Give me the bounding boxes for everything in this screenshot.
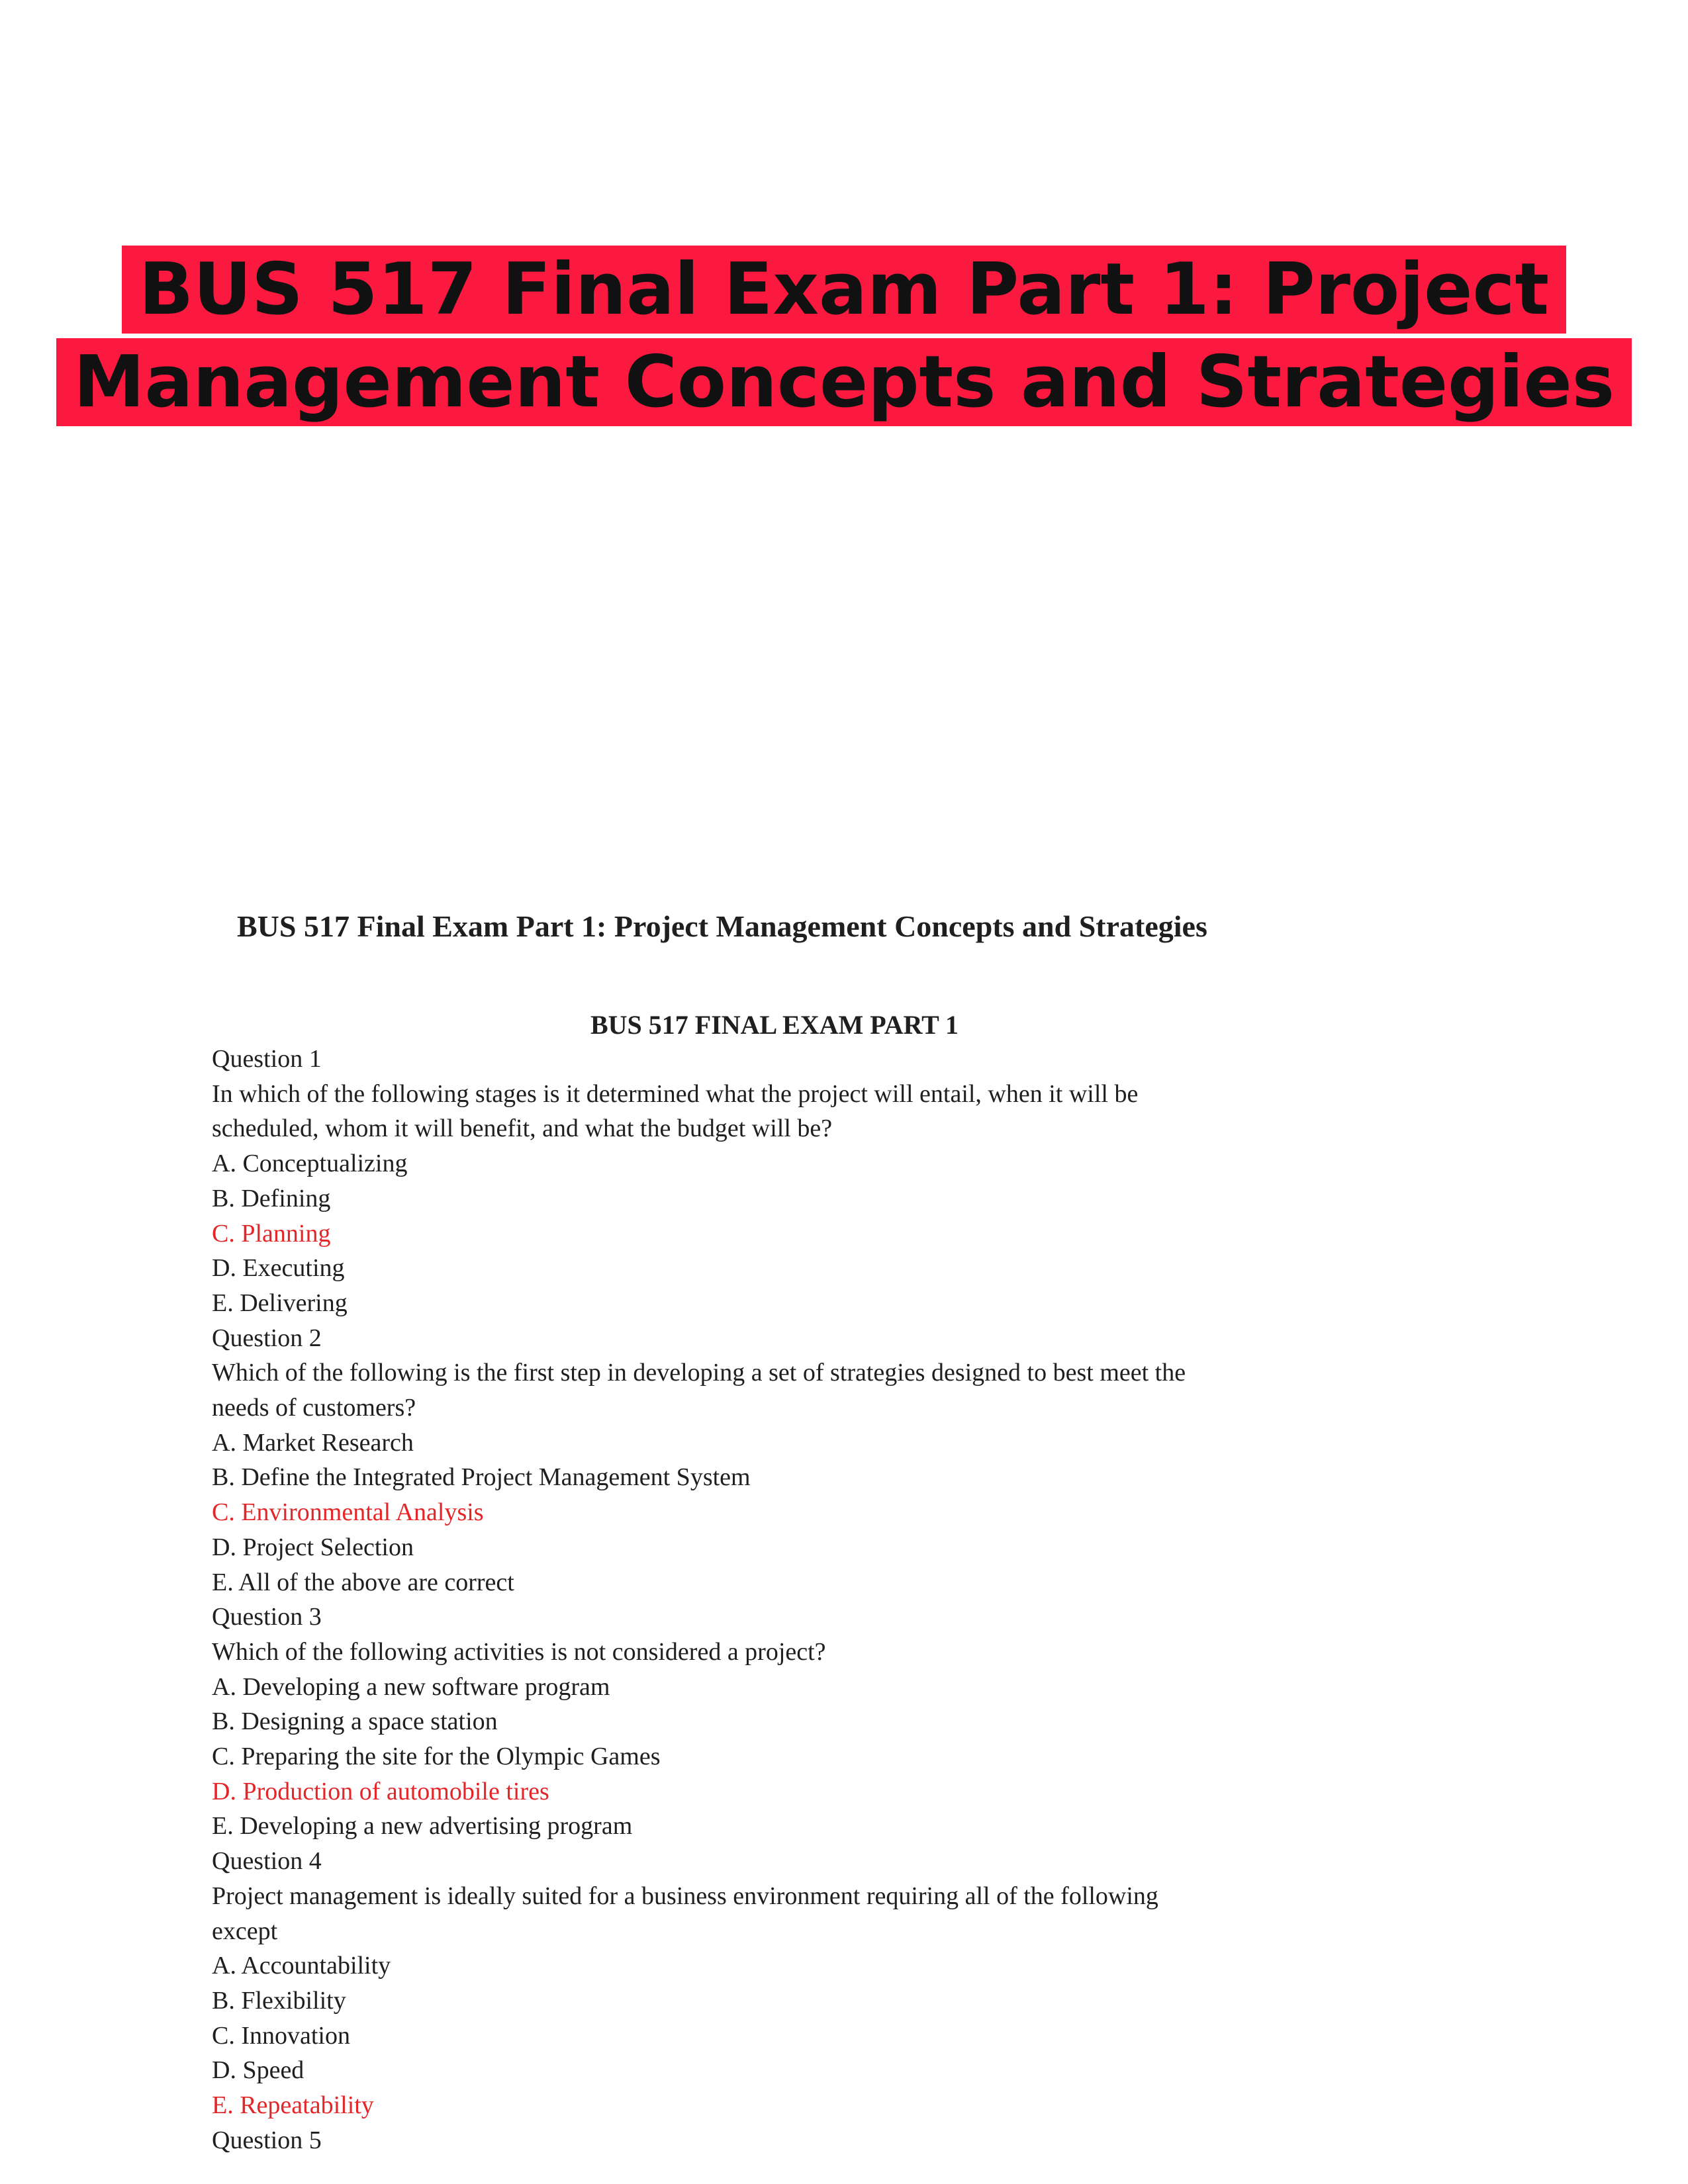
answer-option: A. Market Research bbox=[212, 1428, 414, 1457]
question-text-line: In which of the following stages is it determined what the project will entail, when it will be bbox=[212, 1079, 1139, 1108]
answer-option: C. Innovation bbox=[212, 2021, 350, 2050]
question-text-line: Project management is ideally suited for a business environment requiring all of the following bbox=[212, 1882, 1158, 1910]
answer-option: A. Developing a new software program bbox=[212, 1672, 610, 1701]
question-number: Question 4 bbox=[212, 1847, 322, 1876]
question-number: Question 1 bbox=[212, 1045, 322, 1073]
question-list bbox=[212, 1042, 1297, 2158]
question-text-line: Which of the following is the first step in developing a set of strategies designed to best meet the bbox=[212, 1359, 1186, 1387]
answer-option: D. Executing bbox=[212, 1254, 345, 1283]
answer-option: E. Developing a new advertising program bbox=[212, 1812, 633, 1841]
document-title: BUS 517 Final Exam Part 1: Project Management Concepts and Strategies bbox=[237, 909, 1207, 943]
question-text-line: Which of the following activities is not considered a project? bbox=[212, 1637, 826, 1666]
answer-option: E. All of the above are correct bbox=[212, 1568, 514, 1596]
banner-title-line-1: BUS 517 Final Exam Part 1: Project bbox=[122, 246, 1566, 334]
question-text-line: needs of customers? bbox=[212, 1394, 416, 1422]
question-text-line: scheduled, whom it will benefit, and what the budget will be? bbox=[212, 1115, 833, 1143]
answer-option: B. Designing a space station bbox=[212, 1707, 498, 1736]
answer-option: A. Accountability bbox=[212, 1952, 391, 1980]
answer-option-correct: E. Repeatability bbox=[212, 2091, 374, 2120]
scanned-document bbox=[212, 900, 1297, 2158]
banner-title-line-2: Management Concepts and Strategies bbox=[56, 338, 1632, 426]
answer-option: B. Define the Integrated Project Management System bbox=[212, 1463, 751, 1492]
question-number: Question 3 bbox=[212, 1603, 322, 1631]
answer-option: E. Delivering bbox=[212, 1289, 348, 1317]
question-number: Question 5 bbox=[212, 2126, 322, 2154]
answer-option: D. Speed bbox=[212, 2056, 305, 2085]
answer-option: B. Defining bbox=[212, 1184, 331, 1212]
answer-option-correct: C. Planning bbox=[212, 1219, 331, 1248]
answer-option: C. Preparing the site for the Olympic Games bbox=[212, 1743, 661, 1771]
answer-option-correct: C. Environmental Analysis bbox=[212, 1498, 484, 1527]
question-number: Question 2 bbox=[212, 1324, 322, 1352]
banner-title bbox=[0, 244, 1688, 429]
question-text-line: except bbox=[212, 1917, 278, 1945]
answer-option: A. Conceptualizing bbox=[212, 1150, 408, 1178]
answer-option: B. Flexibility bbox=[212, 1986, 346, 2015]
document-subtitle: BUS 517 FINAL EXAM PART 1 bbox=[590, 1010, 959, 1040]
answer-option: D. Project Selection bbox=[212, 1533, 414, 1561]
answer-option-correct: D. Production of automobile tires bbox=[212, 1777, 549, 1805]
